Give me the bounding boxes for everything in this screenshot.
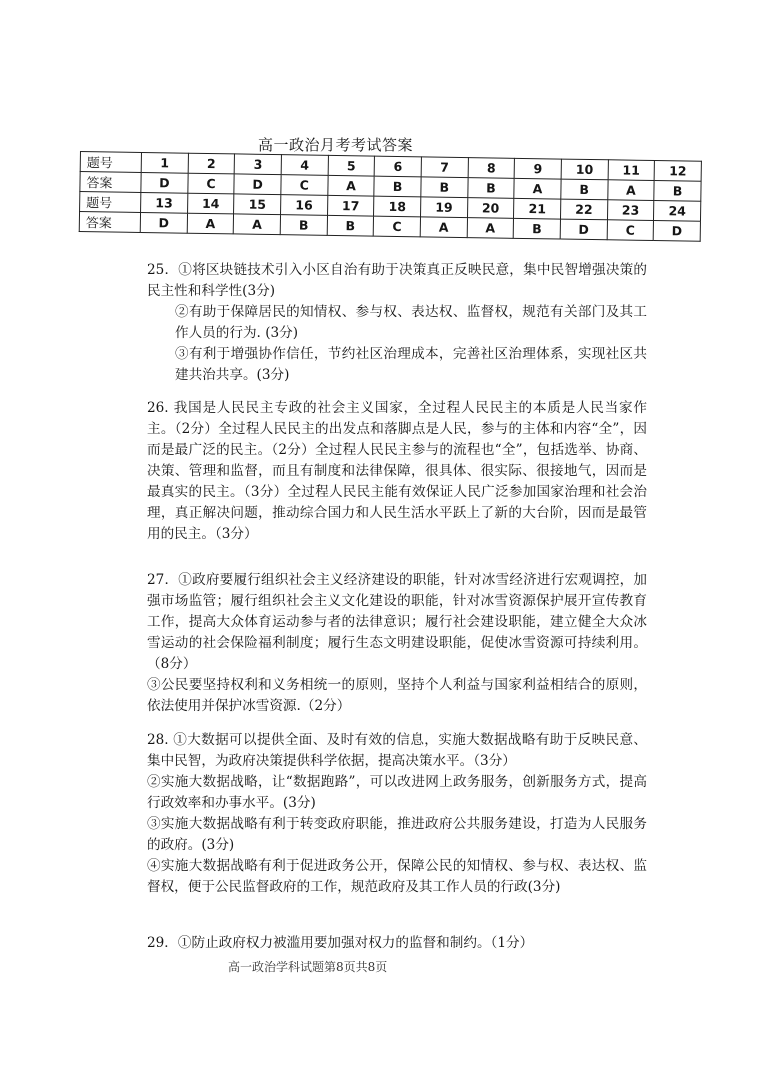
table-cell: B (654, 181, 701, 202)
table-cell: C (607, 220, 654, 241)
table-cell: 1 (141, 152, 188, 173)
table-cell: 7 (421, 157, 468, 178)
answer-25-point-2: ②有助于保障居民的知情权、参与权、表达权、监督权，规范有关部门及其工作人员的行为. (3分) (175, 304, 647, 341)
answer-25-point-3: ③有利于增强协作信任，节约社区治理成本，完善社区治理体系，实现社区共建共治共享。(3分) (175, 346, 647, 383)
table-cell: B (280, 215, 327, 236)
table-cell: B (421, 177, 468, 198)
table-cell: A (467, 218, 514, 239)
page-title: 高一政治月考考试答案 (258, 136, 414, 154)
table-cell: 8 (468, 158, 515, 179)
table-cell: 5 (328, 155, 375, 176)
answer-28-point-1: 28. ①大数据可以提供全面、及时有效的信息，实施大数据战略有助于反映民意、集中民智，为政府决策提供科学依据，提高决策水平。（3分） (147, 732, 647, 769)
table-cell: 17 (327, 195, 374, 216)
answer-28-point-4: ④实施大数据战略有利于促进政务公开，保障公民的知情权、参与权、表达权、监督权，便于公民监督政府的工作，规范政府及其工作人员的行政(3分) (147, 858, 647, 895)
row-label: 答案 (80, 172, 141, 193)
table-cell: D (560, 219, 607, 240)
table-cell: 13 (141, 192, 188, 213)
table-cell: 6 (374, 156, 421, 177)
table-cell: 2 (188, 153, 235, 174)
answer-table (79, 151, 702, 242)
table-cell: 10 (561, 159, 608, 180)
answer-26-text: 26. 我国是人民民主专政的社会主义国家，全过程人民民主的本质是人民当家作主。（2分）全过程人民民主的出发点和落脚点是人民，参与的主体和内容“全”，因而是最广泛的民主。（2分）全过程人民民主参与的流程也“全”，包括选举、协商、决策、管理和监督，而且有制度和法律保障，很具体、很实际、很接地气，因而是最真实的民主。（3分）全过程人民民主能有效保证人民广泛参加国家治理和社会治理，真正解决问题，推动综合国力和人民生活水平跃上了新的大台阶，因而是最管用的民主。（3分） (147, 400, 647, 542)
table-cell: 9 (514, 158, 561, 179)
answer-28-point-2: ②实施大数据战略，让“数据跑路”，可以改进网上政务服务，创新服务方式，提高行政效率和办事水平。(3分) (147, 774, 647, 811)
table-cell: 14 (187, 193, 234, 214)
table-cell: 21 (514, 198, 561, 219)
table-cell: C (281, 175, 328, 196)
table-cell: B (561, 179, 608, 200)
table-cell: 19 (420, 197, 467, 218)
table-cell: 4 (281, 155, 328, 176)
table-cell: 22 (560, 199, 607, 220)
table-cell: 18 (374, 196, 421, 217)
table-cell: A (187, 213, 234, 234)
table-cell: A (420, 217, 467, 238)
table-cell: B (374, 176, 421, 197)
row-label: 题号 (80, 152, 141, 173)
answer-28 (147, 730, 647, 898)
answer-27 (147, 570, 647, 717)
table-cell: 24 (654, 201, 701, 222)
table-cell: D (140, 212, 187, 233)
table-cell: 23 (607, 200, 654, 221)
table-cell: D (653, 221, 700, 242)
table-cell: A (234, 214, 281, 235)
table-cell: A (607, 180, 654, 201)
table-cell: 12 (654, 161, 701, 182)
table-cell: 20 (467, 198, 514, 219)
page-footer: 高一政治学科试题第8页共8页 (228, 960, 388, 974)
table-cell: B (467, 178, 514, 199)
table-cell: 3 (235, 154, 282, 175)
table-cell: B (327, 215, 374, 236)
answer-25 (147, 260, 647, 386)
answer-26 (147, 398, 647, 545)
answer-29-point-1: 29．①防止政府权力被滥用要加强对权力的监督和制约。（1分） (147, 935, 534, 951)
answer-27-point-1: 27．①政府要履行组织社会主义经济建设的职能，针对冰雪经济进行宏观调控，加强市场监管；履行组织社会主义文化建设的职能，针对冰雪资源保护展开宣传教育工作，提高大众体育运动参与者的法律意识；履行社会建设职能，建立健全大众冰雪运动的社会保险福利制度；履行生态文明建设职能，促使冰雪资源可持续利用。（8分） (147, 572, 647, 672)
table-cell: A (328, 175, 375, 196)
answer-27-point-3: ③公民要坚持权利和义务相统一的原则，坚持个人利益与国家利益相结合的原则，依法使用并保护冰雪资源.（2分） (147, 677, 647, 714)
table-cell: D (141, 172, 188, 193)
answer-29 (147, 933, 647, 954)
answer-25-point-1: 25．①将区块链技术引入小区自治有助于决策真正反映民意，集中民智增强决策的民主性和科学性(3分) (147, 262, 647, 299)
table-cell: A (514, 178, 561, 199)
table-cell: C (188, 173, 235, 194)
answer-28-point-3: ③实施大数据战略有利于转变政府职能，推进政府公共服务建设，打造为人民服务的政府。(3分) (147, 816, 647, 853)
table-cell: B (513, 218, 560, 239)
table-cell: 15 (234, 194, 281, 215)
table-cell: 11 (608, 160, 655, 181)
table-cell: D (234, 174, 281, 195)
row-label: 答案 (79, 212, 140, 233)
row-label: 题号 (80, 192, 141, 213)
table-cell: 16 (281, 195, 328, 216)
table-cell: C (374, 216, 421, 237)
